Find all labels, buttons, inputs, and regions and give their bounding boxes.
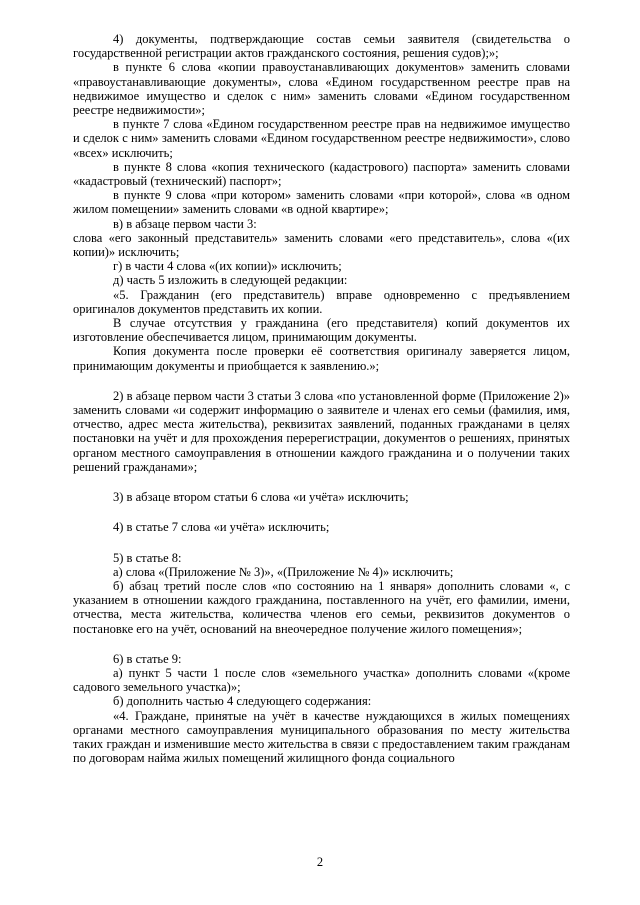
paragraph-7: слова «его законный представитель» заменить словами «его представитель», слова «(их копии)» исключить; <box>73 230 570 260</box>
paragraph-2: в пункте 6 слова «копии правоустанавливающих документов» заменить словами «правоустанавливающие документы», слова «Едином государственном реестре прав на недвижимое имущество и сделок с ним» заменить словами «Едином государственном реестре недвижимости»; <box>73 60 570 118</box>
paragraph-4: в пункте 8 слова «копия технического (кадастрового) паспорта» заменить словами «кадастровый (технический) паспорт»; <box>73 159 570 189</box>
paragraph-20: а) пункт 5 части 1 после слов «земельного участка» дополнить словами «(кроме садового земельного участка)»; <box>73 665 570 695</box>
paragraph-3: в пункте 7 слова «Едином государственном реестре прав на недвижимое имущество и сделок с ним» заменить словами «Едином государственном реестре недвижимости», слово «всех» исключить; <box>73 117 570 160</box>
paragraph-12: Копия документа после проверки её соответствия оригиналу заверяется лицом, принимающим документы и приобщается к заявлению.»; <box>73 344 570 373</box>
paragraph-11: В случае отсутствия у гражданина (его представителя) копий документов их изготовление обеспечивается лицом, принимающим документы. <box>73 316 570 345</box>
paragraph-19: 6) в статье 9: <box>113 651 182 666</box>
paragraph-17: а) слова «(Приложение № 3)», «(Приложение № 4)» исключить; <box>113 564 454 579</box>
paragraph-6: в) в абзаце первом части 3: <box>113 216 257 231</box>
paragraph-22: «4. Граждане, принятые на учёт в качестве нуждающихся в жилых помещениях органами местного самоуправления муниципального образования по месту жительства таких граждан и изменившие место жительства в связи с предоставлением таким гражданам по договорам найма жилых помещений жилищного фонда социального <box>73 708 570 766</box>
paragraph-spacer <box>73 373 570 389</box>
paragraph-spacer <box>73 474 570 490</box>
page-number: 2 <box>316 855 324 869</box>
paragraph-13: 2) в абзаце первом части 3 статьи 3 слова «по установленной форме (Приложение 2)» заменить словами «и содержит информацию о заявителе и членах его семьи (фамилия, имя, отчество, адрес места жительства), реквизитах заявлений, поданных гражданами в целях постановки на учёт и для прохождения перерегистрации, документов о решениях, принятых органом местного самоуправления в отношении каждого гражданина и о получении таких решений гражданами»; <box>73 388 570 474</box>
paragraph-10: «5. Гражданин (его представитель) вправе одновременно с предъявлением оригиналов документов представить их копии. <box>73 287 570 316</box>
paragraph-5: в пункте 9 слова «при котором» заменить словами «при которой», слова «в одном жилом помещении» заменить словами «в одной квартире»; <box>73 188 570 217</box>
paragraph-21: б) дополнить частью 4 следующего содержания: <box>113 694 372 709</box>
paragraph-14: 3) в абзаце втором статьи 6 слова «и учёта» исключить; <box>113 490 409 505</box>
paragraph-9: д) часть 5 изложить в следующей редакции: <box>113 273 348 288</box>
document-body <box>73 32 570 765</box>
paragraph-spacer <box>73 535 570 551</box>
paragraph-spacer <box>73 636 570 652</box>
paragraph-15: 4) в статье 7 слова «и учёта» исключить; <box>113 520 330 535</box>
paragraph-spacer <box>73 504 570 520</box>
paragraph-1: 4) документы, подтверждающие состав семьи заявителя (свидетельства о государственной регистрации актов гражданского состояния, решения судов);»; <box>73 32 570 61</box>
paragraph-18: б) абзац третий после слов «по состоянию на 1 января» дополнить словами «, с указанием в отношении каждого гражданина, поставленного на учёт, его фамилии, имени, отчества, места жительства, количества членов его семьи, реквизитов документов о постановке его на учёт, оснований на внеочередное получение жилого помещения»; <box>73 578 570 636</box>
paragraph-16: 5) в статье 8: <box>113 550 182 565</box>
paragraph-8: г) в части 4 слова «(их копии)» исключить; <box>113 259 342 274</box>
